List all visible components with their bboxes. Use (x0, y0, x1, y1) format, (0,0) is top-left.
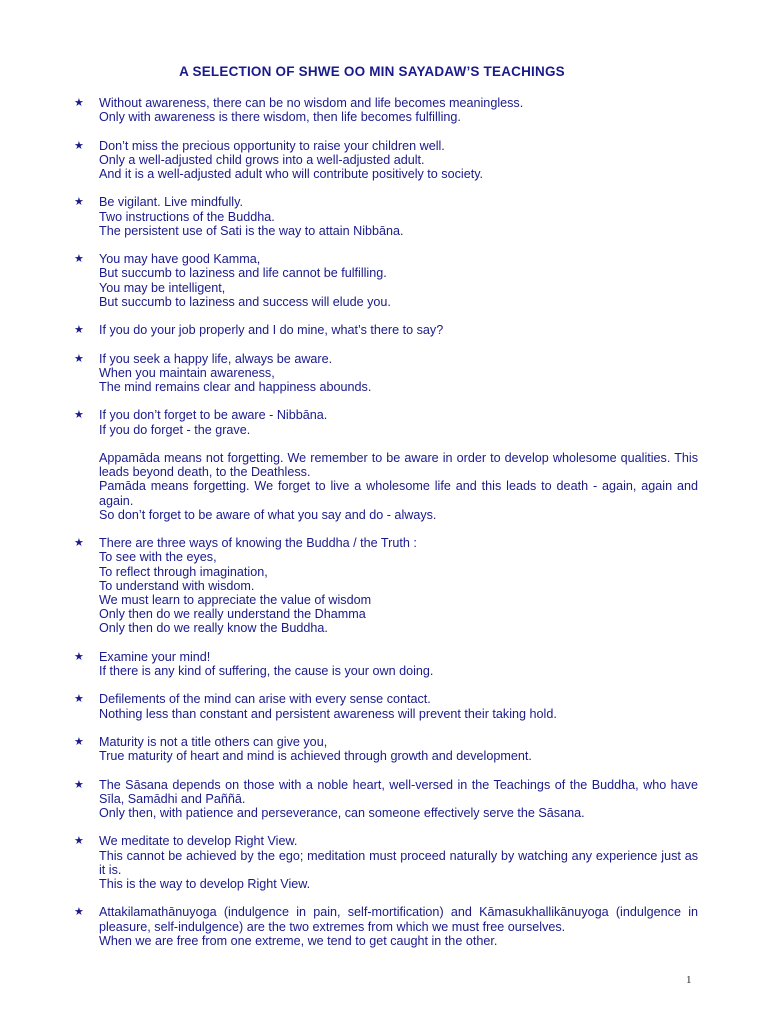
page-number: 1 (686, 974, 692, 986)
teaching-item (74, 536, 698, 635)
teaching-item (74, 735, 698, 763)
explanation-paragraph: Appamāda means not forgetting. We remember to be aware in order to develop wholesome qualities. This leads beyond death, to the Deathless. (99, 450, 698, 480)
teaching-line: We must learn to appreciate the value of wisdom (99, 592, 372, 607)
teaching-item (74, 139, 698, 182)
teaching-item (74, 96, 698, 124)
explanation-paragraph: Pamāda means forgetting. We forget to live a wholesome life and this leads to death - again, again and again. (99, 479, 698, 508)
teaching-line: Only a well-adjusted child grows into a well-adjusted adult. (99, 152, 425, 167)
teaching-line: To understand with wisdom. (99, 578, 255, 593)
teaching-line: Maturity is not a title others can give you, (99, 734, 328, 749)
star-bullet-icon: ★ (74, 693, 84, 706)
star-bullet-icon: ★ (74, 253, 84, 266)
teaching-line: But succumb to laziness and life cannot be fulfilling. (99, 266, 387, 281)
teaching-item (74, 834, 698, 891)
teaching-line: If there is any kind of suffering, the cause is your own doing. (99, 663, 434, 678)
teaching-line: True maturity of heart and mind is achieved through growth and development. (99, 749, 532, 764)
explanation-paragraph: So don’t forget to be aware of what you say and do - always. (99, 507, 437, 522)
teaching-line: But succumb to laziness and success will elude you. (99, 294, 391, 309)
teaching-item (74, 323, 698, 337)
teaching-paragraph: This is the way to develop Right View. (99, 876, 311, 891)
teaching-paragraph: Only then, with patience and perseverance, can someone effectively serve the Sāsana. (99, 805, 585, 820)
teaching-line: When you maintain awareness, (99, 365, 275, 380)
teaching-line: Only then do we really know the Buddha. (99, 621, 328, 636)
teaching-paragraph: This cannot be achieved by the ego; meditation must proceed naturally by watching any experience just as it is. (99, 848, 698, 877)
teaching-line: Nothing less than constant and persistent awareness will prevent their taking hold. (99, 706, 557, 721)
teaching-paragraph: We meditate to develop Right View. (99, 834, 298, 849)
teaching-line: If you don’t forget to be aware - Nibbāna. (99, 408, 328, 423)
star-bullet-icon: ★ (74, 139, 84, 152)
star-bullet-icon: ★ (74, 835, 84, 848)
star-bullet-icon: ★ (74, 409, 84, 422)
star-bullet-icon: ★ (74, 735, 84, 748)
teaching-line: Only with awareness is there wisdom, then life becomes fulfilling. (99, 110, 461, 125)
teaching-line: To reflect through imagination, (99, 564, 268, 579)
teaching-item (74, 650, 698, 678)
teaching-line: The persistent use of Sati is the way to attain Nibbāna. (99, 223, 404, 238)
teaching-line: If you do your job properly and I do mine, what’s there to say? (99, 323, 444, 338)
star-bullet-icon: ★ (74, 906, 84, 919)
star-bullet-icon: ★ (74, 537, 84, 550)
teaching-line: If you seek a happy life, always be aware. (99, 351, 333, 366)
teaching-line: You may be intelligent, (99, 280, 226, 295)
teaching-item (74, 408, 698, 522)
teaching-line: There are three ways of knowing the Buddha / the Truth : (99, 536, 417, 551)
teaching-paragraph: The Sāsana depends on those with a noble heart, well-versed in the Teachings of the Buddha, who have Sīla, Samādhi and Paññā. (99, 777, 698, 806)
star-bullet-icon: ★ (74, 97, 84, 109)
teachings-list (74, 96, 698, 962)
teaching-line: And it is a well-adjusted adult who will contribute positively to society. (99, 167, 484, 181)
star-bullet-icon: ★ (74, 650, 84, 663)
teaching-paragraph: When we are free from one extreme, we tend to get caught in the other. (99, 933, 498, 948)
teaching-item (74, 778, 698, 821)
teaching-line: To see with the eyes, (99, 550, 217, 565)
teaching-item (74, 195, 698, 238)
teaching-line: Don’t miss the precious opportunity to raise your children well. (99, 138, 445, 153)
teaching-line: You may have good Kamma, (99, 252, 261, 267)
teaching-line: Without awareness, there can be no wisdom and life becomes meaningless. (99, 96, 524, 110)
teaching-item (74, 352, 698, 395)
teaching-line: Only then do we really understand the Dhamma (99, 607, 366, 622)
teaching-line: Two instructions of the Buddha. (99, 209, 275, 224)
teaching-line: Defilements of the mind can arise with every sense contact. (99, 692, 431, 707)
teaching-item (74, 252, 698, 309)
star-bullet-icon: ★ (74, 196, 84, 209)
teaching-line: Examine your mind! (99, 649, 211, 664)
teaching-paragraph: Attakilamathānuyoga (indulgence in pain, self-mortification) and Kāmasukhallikānuyoga (indulgence in pleasure, self-indulgence) are the two extremes from which we must free ourselves. (99, 905, 698, 934)
teaching-line: If you do forget - the grave. (99, 422, 251, 437)
teaching-explanation (99, 451, 698, 522)
star-bullet-icon: ★ (74, 352, 84, 365)
teaching-line: Be vigilant. Live mindfully. (99, 195, 243, 210)
star-bullet-icon: ★ (74, 324, 84, 337)
teaching-item (74, 905, 698, 948)
page-title: A SELECTION OF SHWE OO MIN SAYADAW’S TEACHINGS (179, 64, 565, 79)
star-bullet-icon: ★ (74, 778, 84, 791)
teaching-item (74, 692, 698, 720)
teaching-line: The mind remains clear and happiness abounds. (99, 379, 372, 394)
